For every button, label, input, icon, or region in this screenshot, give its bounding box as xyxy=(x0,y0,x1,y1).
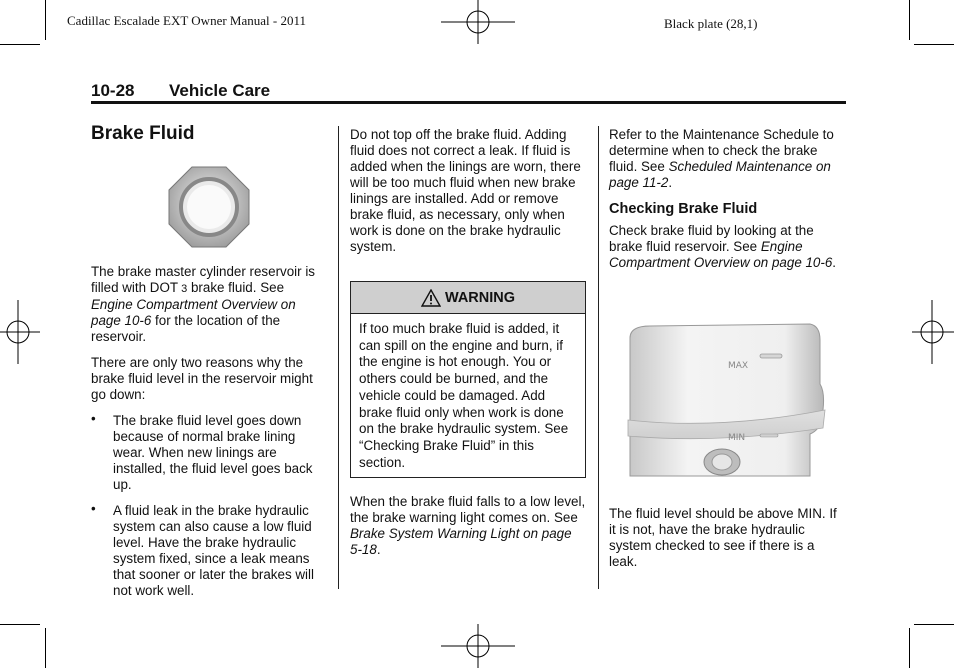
column-3: Refer to the Maintenance Schedule to determine when to check the brake fluid. See Scheduled Maintenance on page 11-2. Checking Brake Fluid Check brake fluid by looking at the brake fluid reservoir. See Engine Compartment Overview on page 10-6. xyxy=(609,127,845,281)
column-divider xyxy=(598,126,599,589)
list-item: • The brake fluid level goes down because of normal brake lining wear. When new linings are installed, the fluid level goes back up. xyxy=(91,411,313,492)
bullet-icon: • xyxy=(91,411,96,426)
column-1 xyxy=(91,123,326,609)
p2-text-a: When the brake fluid falls to a low level, the brake warning light comes on. See xyxy=(350,494,586,525)
p1-text-b: brake fluid. See xyxy=(187,280,285,295)
column-3-bottom xyxy=(609,506,845,580)
brake-fluid-reservoir-image xyxy=(620,320,830,482)
bullet-icon: • xyxy=(91,501,96,516)
p1-text-c: for the location of the reservoir. xyxy=(91,313,281,344)
header-rule xyxy=(91,101,846,104)
crop-mark xyxy=(909,628,910,668)
list-item: • A fluid leak in the brake hydraulic system can also cause a low fluid level. Have the brake hydraulic system fixed, since a leak means that sooner or later the brakes will not work well. xyxy=(91,501,314,598)
crop-mark xyxy=(0,624,40,625)
warning-title: WARNING xyxy=(444,289,516,306)
warning-box xyxy=(350,281,586,478)
top-off-paragraph: Do not top off the brake fluid. Adding fluid does not correct a leak. If fluid is added when the linings are worn, there will be too much fluid when new brake linings are installed. Add or remove brake fluid, as necessary, only when work is done on the brake hydraulic system. xyxy=(350,127,581,254)
brake-fluid-cap-icon xyxy=(168,166,250,248)
engine-compartment-link[interactable]: Engine Compartment Overview on page 10-6 xyxy=(609,239,833,270)
column-divider xyxy=(338,126,339,589)
registration-mark-right xyxy=(912,300,954,364)
plate-label: Black plate (28,1) xyxy=(664,16,758,31)
warning-text: If too much brake fluid is added, it can spill on the engine and burn, if the engine is hot enough. You or others could be burned, and the vehicle could be damaged. Add brake fluid only when work is done on the brake hydraulic system. See “Checking Brake Fluid” in this section. xyxy=(359,321,569,470)
crop-mark xyxy=(909,0,910,40)
crop-mark xyxy=(45,628,46,668)
crop-mark xyxy=(914,44,954,45)
column-2-bottom: When the brake fluid falls to a low level, the brake warning light comes on. See Brake System Warning Light on page 5-18. xyxy=(350,494,586,557)
reasons-list xyxy=(91,413,326,599)
engine-compartment-link[interactable]: Engine Compartment Overview on page 10-6 xyxy=(91,297,296,328)
warning-header xyxy=(351,282,585,314)
brake-warning-light-link[interactable]: Brake System Warning Light on page 5-18 xyxy=(350,526,572,557)
p1-dot-number: 3 xyxy=(178,283,188,295)
fluid-level-paragraph: The fluid level should be above MIN. If it is not, have the brake hydraulic system checked to see if there is a leak. xyxy=(609,506,837,569)
crop-mark xyxy=(914,624,954,625)
reservoir-min-label: MIN xyxy=(728,433,746,443)
p1-text-a: Refer to the Maintenance Schedule to determine when to check the brake fluid. See xyxy=(609,127,834,174)
registration-mark-bottom xyxy=(441,624,515,668)
section-title: Vehicle Care xyxy=(169,81,271,100)
reservoir-max-label: MAX xyxy=(728,361,749,371)
page-number: 10-28 xyxy=(91,81,135,100)
p2-text-a: Check brake fluid by looking at the brake fluid reservoir. See xyxy=(609,223,814,254)
p1-text-a: The brake master cylinder reservoir is filled with DOT xyxy=(91,264,315,295)
checking-brake-fluid-heading: Checking Brake Fluid xyxy=(609,201,758,217)
registration-mark-top xyxy=(441,0,515,44)
reasons-paragraph: There are only two reasons why the brake fluid level in the reservoir might go down: xyxy=(91,355,313,402)
crop-mark xyxy=(45,0,46,40)
manual-title: Cadillac Escalade EXT Owner Manual - 2011 xyxy=(67,13,306,28)
column-2 xyxy=(350,127,586,265)
crop-mark xyxy=(0,44,40,45)
registration-mark-left xyxy=(0,300,40,364)
scheduled-maintenance-link[interactable]: Scheduled Maintenance on page 11-2 xyxy=(609,159,831,190)
warning-triangle-icon xyxy=(421,289,441,307)
brake-fluid-heading: Brake Fluid xyxy=(91,123,195,144)
